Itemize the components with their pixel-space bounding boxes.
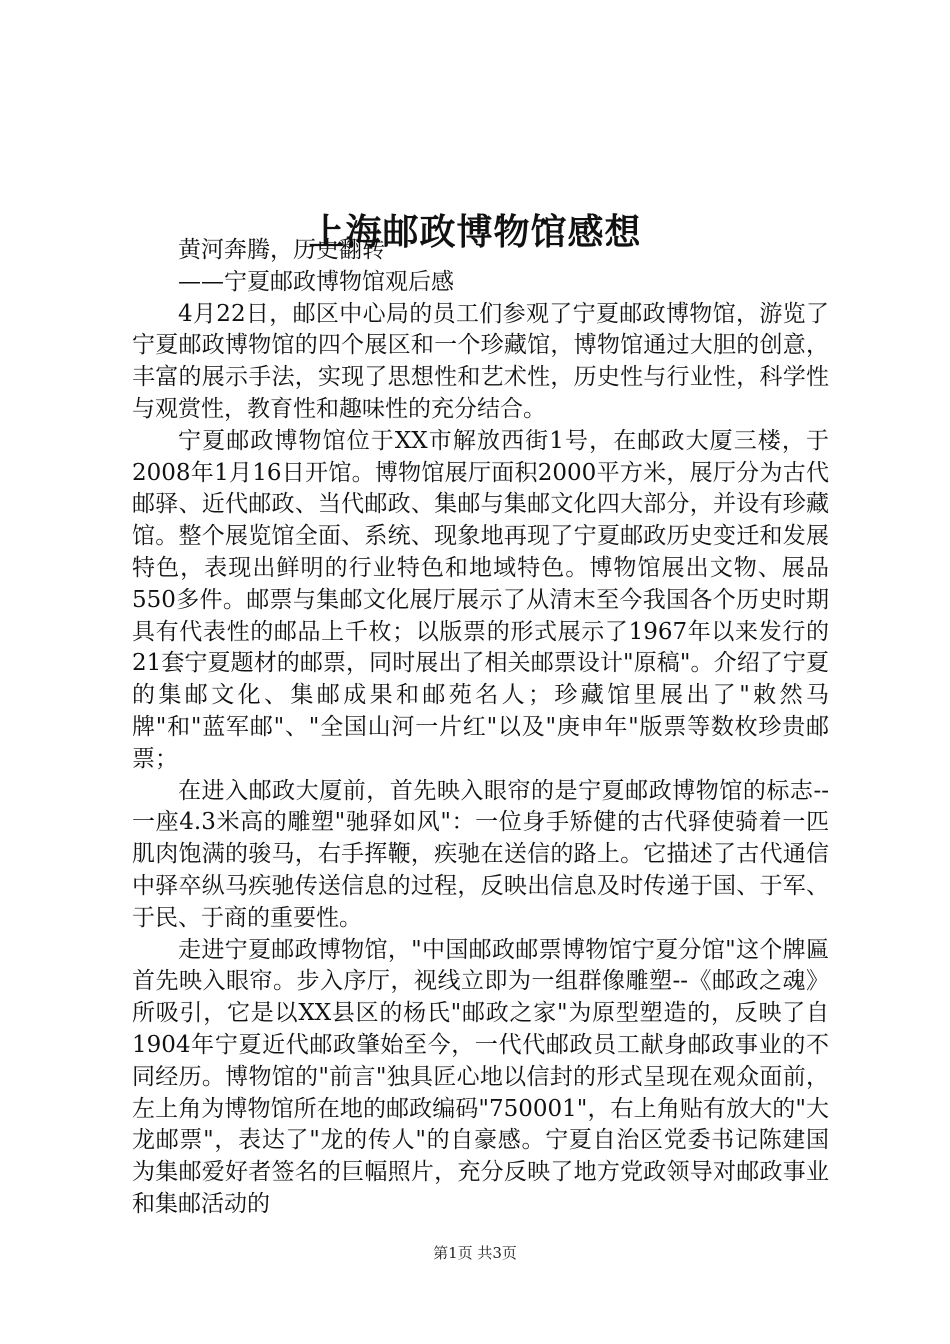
subtitle-line: 黄河奔腾，历史翻转: [178, 237, 385, 263]
body-paragraph: 在进入邮政大厦前，首先映入眼帘的是宁夏邮政博物馆的标志--一座4.3米高的雕塑"驰驿如风"：一位身手矫健的古代驿使骑着一匹肌肉饱满的骏马，右手挥鞭，疾驰在送信的路上。它描述了古代通信中驿卒纵马疾驰传送信息的过程，反映出信息及时传递于国、于军、于民、于商的重要性。: [132, 777, 829, 931]
body-paragraph: 走进宁夏邮政博物馆，"中国邮政邮票博物馆宁夏分馆"这个牌匾首先映入眼帘。步入序厅，视线立即为一组群像雕塑--《邮政之魂》所吸引，它是以XX县区的杨氏"邮政之家"为原型塑造的，反映了自1904年宁夏近代邮政肇始至今，一代代邮政员工献身邮政事业的不同经历。博物馆的"前言"独具匠心地以信封的形式呈现在观众面前，左上角为博物馆所在地的邮政编码"750001"，右上角贴有放大的"大龙邮票"，表达了"龙的传人"的自豪感。宁夏自治区党委书记陈建国为集邮爱好者签名的巨幅照片，充分反映了地方党政领导对邮政事业和集邮活动的: [132, 936, 829, 1217]
page-number-footer: 第1页 共3页: [433, 1244, 517, 1262]
document-title: 上海邮政博物馆感想: [308, 211, 642, 254]
subtitle-byline: ——宁夏邮政博物馆观后感: [178, 268, 454, 295]
document-body: [132, 235, 829, 1221]
body-paragraph: 4月22日，邮区中心局的员工们参观了宁夏邮政博物馆，游览了宁夏邮政博物馆的四个展区和一个珍藏馆，博物馆通过大胆的创意，丰富的展示手法，实现了思想性和艺术性，历史性与行业性，科学性与观赏性，教育性和趣味性的充分结合。: [132, 300, 829, 422]
body-paragraph: 宁夏邮政博物馆位于XX市解放西街1号，在邮政大厦三楼，于2008年1月16日开馆。博物馆展厅面积2000平方米，展厅分为古代邮驿、近代邮政、当代邮政、集邮与集邮文化四大部分，并设有珍藏馆。整个展览馆全面、系统、现象地再现了宁夏邮政历史变迁和发展特色，表现出鲜明的行业特色和地域特色。博物馆展出文物、展品550多件。邮票与集邮文化展厅展示了从清末至今我国各个历史时期具有代表性的邮品上千枚；以版票的形式展示了1967年以来发行的21套宁夏题材的邮票，同时展出了相关邮票设计"原稿"。介绍了宁夏的集邮文化、集邮成果和邮苑名人；珍藏馆里展出了"敕然马牌"和"蓝军邮"、"全国山河一片红"以及"庚申年"版票等数枚珍贵邮票；: [132, 427, 829, 772]
